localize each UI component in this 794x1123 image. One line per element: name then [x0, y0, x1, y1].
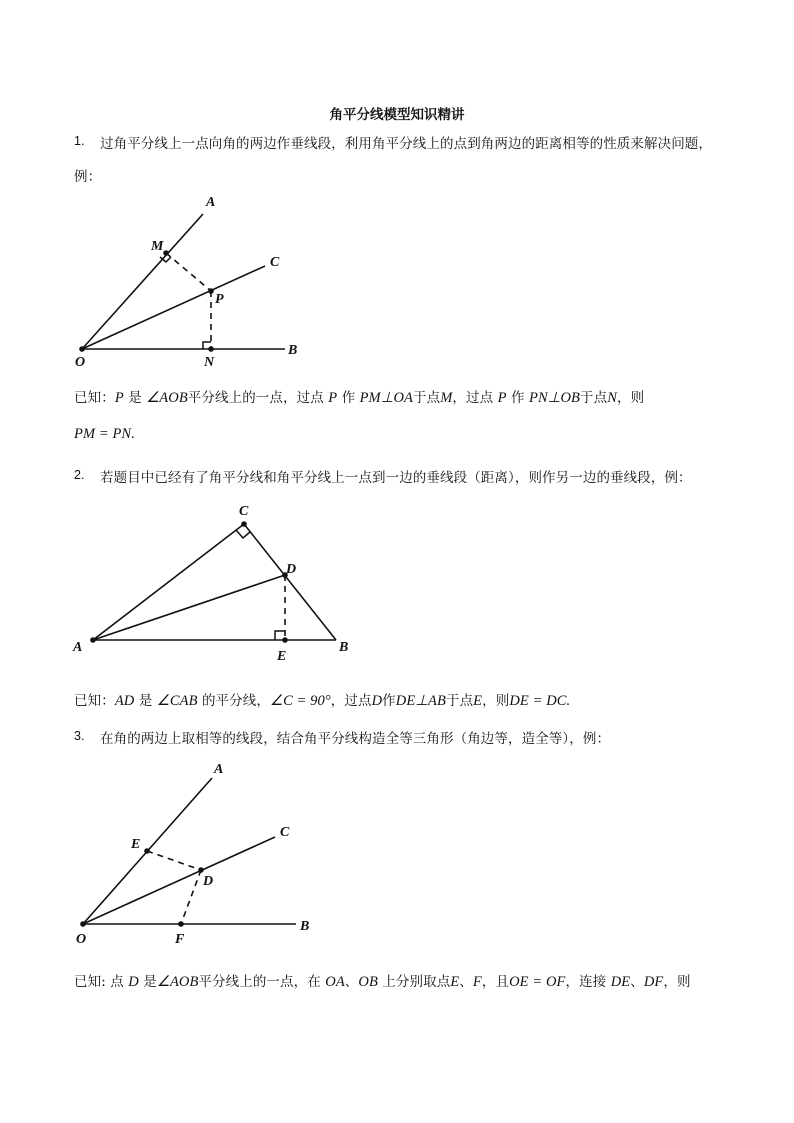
- math-p: P: [114, 390, 124, 406]
- given-then: ，则: [482, 693, 510, 709]
- math-n: N: [607, 390, 617, 406]
- side-cb: [244, 524, 336, 640]
- point-d3: [198, 867, 204, 873]
- math-de-perp-ab: DE⊥AB: [395, 693, 446, 709]
- given-is: 是: [143, 974, 157, 990]
- math-pm-perp-oa: PM⊥OA: [359, 390, 413, 406]
- figure-1: [75, 195, 297, 370]
- math-f: F: [472, 974, 482, 990]
- math-oe-eq-of: OE = OF: [509, 974, 566, 990]
- math-angle-c-90: ∠C = 90°: [269, 693, 331, 709]
- math-p: P: [328, 390, 338, 406]
- right-angle-mark-c: [236, 530, 250, 538]
- label-e2: E: [277, 649, 287, 664]
- given-is: 是: [138, 693, 153, 709]
- ray-oa: [82, 214, 203, 349]
- label-c3: C: [280, 825, 290, 840]
- math-pn-perp-ob: PN⊥OB: [529, 390, 580, 406]
- figure-3: [76, 762, 309, 947]
- point-n: [208, 346, 214, 352]
- given-at: 于点: [445, 693, 474, 709]
- point-c: [241, 521, 247, 527]
- item-2-number: 2.: [74, 468, 85, 482]
- sep: 、: [630, 974, 644, 990]
- ray-oc: [82, 266, 265, 349]
- label-d2: D: [286, 562, 297, 577]
- segment-de3: [147, 851, 201, 870]
- label-f3: F: [175, 932, 185, 947]
- item-1-text-line2: 例：: [74, 169, 102, 185]
- math-angle-aob: ∠AOB: [146, 390, 188, 406]
- math-e: E: [450, 974, 460, 990]
- label-c: C: [270, 255, 280, 270]
- segment-pm: [166, 253, 211, 291]
- given-prefix: 已知：: [74, 390, 115, 406]
- point-f3: [178, 921, 184, 927]
- sep: 、: [459, 974, 473, 990]
- item-3-number: 3.: [74, 729, 85, 743]
- given-prefix: 已知：: [74, 693, 115, 709]
- item-1-conclusion: PM = PN.: [74, 426, 135, 442]
- given-at: 于点: [580, 390, 608, 406]
- math-ob: OB: [358, 974, 378, 990]
- label-c2: C: [239, 504, 249, 519]
- math-p: P: [497, 390, 507, 406]
- label-n: N: [204, 355, 215, 370]
- point-o: [79, 346, 85, 352]
- given-mid1: 平分线上的一点，过点: [187, 390, 324, 406]
- given-mid2: ，过点: [330, 693, 372, 709]
- figure-2: [72, 504, 348, 664]
- given-make: 作: [341, 390, 356, 406]
- label-m: M: [151, 239, 164, 254]
- math-de: DE: [610, 974, 631, 990]
- math-e: E: [473, 693, 483, 709]
- math-de-eq-dc: DE = DC.: [509, 693, 571, 709]
- given-mid2: 上分别取点: [382, 974, 451, 990]
- given-mid1: 的平分线，: [201, 693, 270, 709]
- item-1-text-line1: 过角平分线上一点向角的两边作垂线段，利用角平分线上的点到角两边的距离相等的性质来解决问题，: [100, 136, 712, 152]
- given-then: ，则: [663, 974, 691, 990]
- point-e: [282, 637, 288, 643]
- math-oa: OA: [325, 974, 345, 990]
- item-1-number: 1.: [74, 134, 85, 148]
- label-d3: D: [203, 874, 214, 889]
- label-b: B: [288, 343, 298, 358]
- math-d: D: [128, 974, 139, 990]
- given-mid4: ，连接: [565, 974, 607, 990]
- sep: 、: [344, 974, 359, 990]
- point-m: [163, 250, 169, 256]
- page-title: 角平分线模型知识精讲: [329, 107, 465, 123]
- side-ac: [93, 524, 244, 640]
- given-then: ，则: [616, 390, 645, 406]
- point-e3: [144, 848, 150, 854]
- label-b3: B: [300, 919, 310, 934]
- label-p: P: [215, 292, 224, 307]
- label-b2: B: [339, 640, 349, 655]
- point-p: [208, 288, 214, 294]
- given-mid1: 平分线上的一点，在: [198, 974, 321, 990]
- math-ad: AD: [114, 693, 135, 709]
- label-a: A: [206, 195, 216, 210]
- label-a2: A: [73, 640, 83, 655]
- label-o3: O: [76, 932, 87, 947]
- given-make: 作: [510, 390, 525, 406]
- given-make: 作: [382, 693, 396, 709]
- item-3-given: [74, 970, 691, 991]
- given-is: 是: [128, 390, 142, 406]
- bisector-ad: [93, 575, 285, 640]
- item-1-given: [74, 386, 644, 407]
- math-df: DF: [643, 974, 664, 990]
- math-m: M: [440, 390, 453, 406]
- ray-oc3: [83, 837, 275, 924]
- math-angle-cab: ∠CAB: [156, 693, 198, 709]
- given-mid3: ，且: [481, 974, 510, 990]
- label-e3: E: [131, 837, 141, 852]
- math-d: D: [371, 693, 383, 709]
- given-prefix: 已知: 点: [74, 974, 124, 990]
- point-o3: [80, 921, 86, 927]
- math-angle-aob: ∠AOB: [156, 974, 199, 990]
- item-2-text: 若题目中已经有了角平分线和角平分线上一点到一边的垂线段（距离），则作另一边的垂线段，例：: [100, 470, 692, 486]
- item-3-text: 在角的两边上取相等的线段，结合角平分线构造全等三角形（角边等，造全等），例：: [100, 731, 611, 747]
- label-o: O: [75, 355, 86, 370]
- label-a3: A: [214, 762, 224, 777]
- item-2-given: [74, 689, 570, 710]
- given-mid2: ，过点: [452, 390, 494, 406]
- point-a: [90, 637, 96, 643]
- given-at: 于点: [413, 390, 441, 406]
